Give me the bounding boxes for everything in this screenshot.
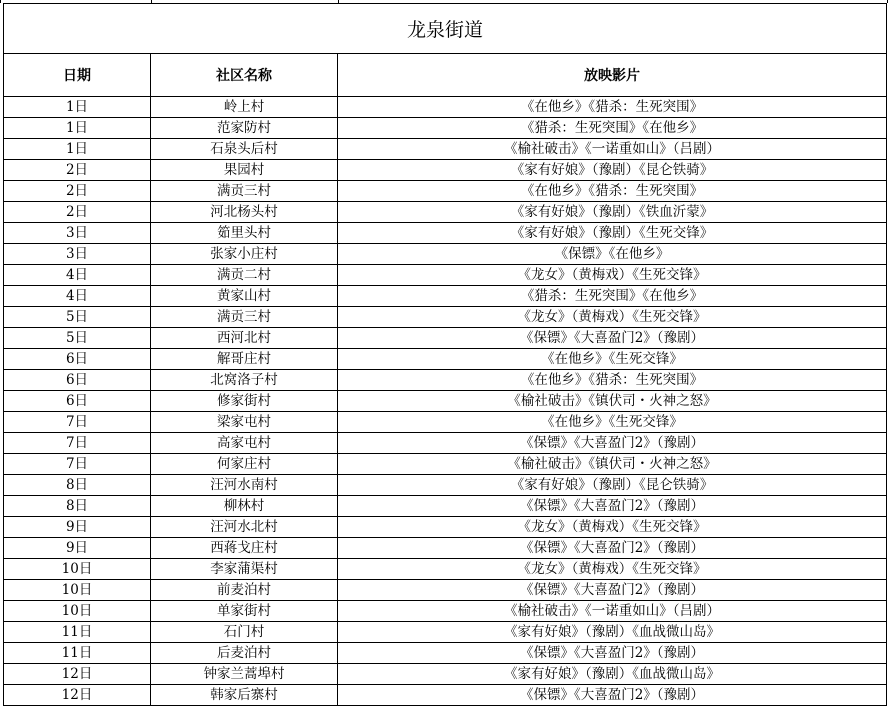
film-cell: 《猎杀：生死突围》《在他乡》 (338, 118, 887, 139)
table-row (4, 496, 887, 517)
film-cell: 《在他乡》《猎杀：生死突围》 (338, 370, 887, 391)
table-row (4, 370, 887, 391)
table-row (4, 475, 887, 496)
table-row (4, 286, 887, 307)
film-cell: 《在他乡》《猎杀：生死突围》 (338, 97, 887, 118)
table-row (4, 223, 887, 244)
section-title: 龙泉街道 (4, 4, 887, 54)
table-row (4, 97, 887, 118)
film-cell: 《家有好娘》（豫剧）《血战微山岛》 (338, 664, 887, 685)
film-cell: 《龙女》（黄梅戏）《生死交锋》 (338, 265, 887, 286)
community-cell: 满贡三村 (151, 181, 338, 202)
film-cell: 《榆社破击》《一诺重如山》（吕剧） (338, 139, 887, 160)
screening-table (3, 3, 887, 706)
community-cell: 满贡三村 (151, 307, 338, 328)
table-row (4, 328, 887, 349)
film-cell: 《保镖》《大喜盈门2》（豫剧） (338, 643, 887, 664)
film-cell: 《保镖》《大喜盈门2》（豫剧） (338, 538, 887, 559)
community-cell: 果园村 (151, 160, 338, 181)
date-cell: 12日 (4, 685, 151, 706)
date-cell: 10日 (4, 601, 151, 622)
community-cell: 韩家后寨村 (151, 685, 338, 706)
community-cell: 梁家屯村 (151, 412, 338, 433)
table-row (4, 160, 887, 181)
date-cell: 6日 (4, 391, 151, 412)
film-cell: 《龙女》（黄梅戏）《生死交锋》 (338, 517, 887, 538)
date-cell: 12日 (4, 664, 151, 685)
date-cell: 1日 (4, 97, 151, 118)
date-cell: 9日 (4, 517, 151, 538)
film-cell: 《家有好娘》（豫剧）《铁血沂蒙》 (338, 202, 887, 223)
table-row (4, 538, 887, 559)
date-cell: 11日 (4, 622, 151, 643)
table-row (4, 685, 887, 706)
date-cell: 3日 (4, 244, 151, 265)
community-cell: 何家庄村 (151, 454, 338, 475)
table-row (4, 265, 887, 286)
table-row (4, 622, 887, 643)
table-row (4, 412, 887, 433)
date-cell: 8日 (4, 496, 151, 517)
community-cell: 柳林村 (151, 496, 338, 517)
table-row (4, 643, 887, 664)
film-cell: 《保镖》《大喜盈门2》（豫剧） (338, 580, 887, 601)
film-cell: 《榆社破击》《一诺重如山》（吕剧） (338, 601, 887, 622)
community-cell: 高家屯村 (151, 433, 338, 454)
film-cell: 《在他乡》《生死交锋》 (338, 349, 887, 370)
community-cell: 张家小庄村 (151, 244, 338, 265)
date-cell: 2日 (4, 160, 151, 181)
community-cell: 筎里头村 (151, 223, 338, 244)
film-cell: 《榆社破击》《镇伏司・火神之怒》 (338, 454, 887, 475)
community-cell: 北窝洛子村 (151, 370, 338, 391)
film-cell: 《保镖》《大喜盈门2》（豫剧） (338, 496, 887, 517)
film-cell: 《保镖》《大喜盈门2》（豫剧） (338, 433, 887, 454)
film-cell: 《家有好娘》（豫剧）《昆仑铁骑》 (338, 160, 887, 181)
date-cell: 7日 (4, 412, 151, 433)
film-cell: 《家有好娘》（豫剧）《血战微山岛》 (338, 622, 887, 643)
date-cell: 1日 (4, 139, 151, 160)
community-cell: 西蒋戈庄村 (151, 538, 338, 559)
community-cell: 石门村 (151, 622, 338, 643)
table-row (4, 181, 887, 202)
date-cell: 2日 (4, 181, 151, 202)
date-cell: 10日 (4, 559, 151, 580)
community-cell: 前麦泊村 (151, 580, 338, 601)
table-row (4, 349, 887, 370)
community-cell: 修家街村 (151, 391, 338, 412)
date-cell: 7日 (4, 433, 151, 454)
film-cell: 《在他乡》《生死交锋》 (338, 412, 887, 433)
community-cell: 岭上村 (151, 97, 338, 118)
film-cell: 《在他乡》《猎杀：生死突围》 (338, 181, 887, 202)
table-row (4, 118, 887, 139)
film-cell: 《保镖》《在他乡》 (338, 244, 887, 265)
date-cell: 4日 (4, 286, 151, 307)
table-row (4, 601, 887, 622)
table-row (4, 580, 887, 601)
community-cell: 汪河水北村 (151, 517, 338, 538)
community-cell: 单家街村 (151, 601, 338, 622)
film-cell: 《保镖》《大喜盈门2》（豫剧） (338, 328, 887, 349)
table-row (4, 433, 887, 454)
date-cell: 1日 (4, 118, 151, 139)
date-cell: 8日 (4, 475, 151, 496)
date-cell: 10日 (4, 580, 151, 601)
date-cell: 4日 (4, 265, 151, 286)
film-cell: 《榆社破击》《镇伏司・火神之怒》 (338, 391, 887, 412)
community-cell: 西河北村 (151, 328, 338, 349)
date-cell: 6日 (4, 349, 151, 370)
date-cell: 5日 (4, 307, 151, 328)
community-cell: 河北杨头村 (151, 202, 338, 223)
community-cell: 范家防村 (151, 118, 338, 139)
community-cell: 满贡二村 (151, 265, 338, 286)
film-cell: 《猎杀：生死突围》《在他乡》 (338, 286, 887, 307)
community-cell: 李家蒲渠村 (151, 559, 338, 580)
film-cell: 《家有好娘》（豫剧）《生死交锋》 (338, 223, 887, 244)
date-cell: 2日 (4, 202, 151, 223)
community-cell: 黄家山村 (151, 286, 338, 307)
date-cell: 5日 (4, 328, 151, 349)
film-cell: 《龙女》（黄梅戏）《生死交锋》 (338, 559, 887, 580)
date-cell: 9日 (4, 538, 151, 559)
date-cell: 11日 (4, 643, 151, 664)
table-row (4, 517, 887, 538)
community-cell: 汪河水南村 (151, 475, 338, 496)
table-row (4, 664, 887, 685)
table-row (4, 244, 887, 265)
film-cell: 《保镖》《大喜盈门2》（豫剧） (338, 685, 887, 706)
date-header: 日期 (4, 54, 151, 97)
table-row (4, 454, 887, 475)
community-header: 社区名称 (151, 54, 338, 97)
community-cell: 石泉头后村 (151, 139, 338, 160)
date-cell: 7日 (4, 454, 151, 475)
film-cell: 《龙女》（黄梅戏）《生死交锋》 (338, 307, 887, 328)
table-row (4, 307, 887, 328)
table-row (4, 139, 887, 160)
table-row (4, 391, 887, 412)
table-row (4, 559, 887, 580)
community-cell: 钟家兰蒿埠村 (151, 664, 338, 685)
date-cell: 3日 (4, 223, 151, 244)
community-cell: 解哥庄村 (151, 349, 338, 370)
film-cell: 《家有好娘》（豫剧）《昆仑铁骑》 (338, 475, 887, 496)
date-cell: 6日 (4, 370, 151, 391)
film-header: 放映影片 (338, 54, 887, 97)
community-cell: 后麦泊村 (151, 643, 338, 664)
table-row (4, 202, 887, 223)
